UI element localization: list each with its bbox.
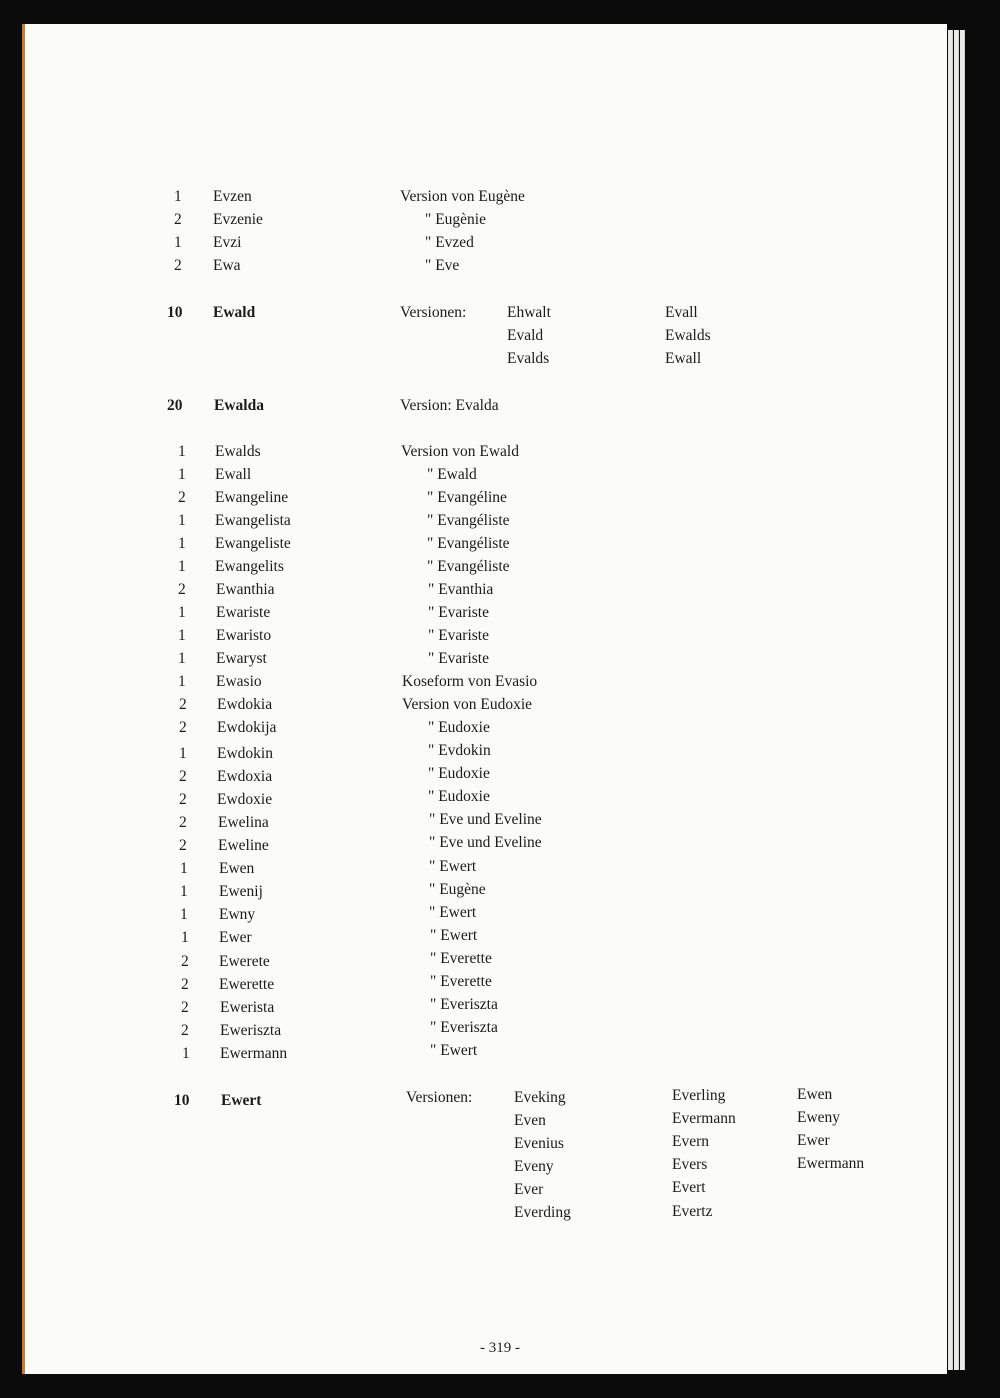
entry-name: Ewall: [215, 466, 252, 483]
entry-note: " Everiszta: [430, 996, 498, 1013]
entry-note: Koseform von Evasio: [402, 673, 538, 690]
entry-count: 1: [178, 443, 186, 460]
entry-name: Ewariste: [216, 604, 271, 621]
entry-count: 10: [167, 304, 183, 321]
version-item: Eweny: [797, 1109, 841, 1126]
page-number: - 319 -: [480, 1340, 520, 1356]
entry-count: 2: [174, 257, 182, 274]
version-item: Evalds: [507, 350, 550, 367]
entry-count: 2: [179, 719, 187, 736]
page-edge: [948, 30, 953, 1370]
version-item: Ewall: [665, 350, 702, 367]
page-edge: [954, 30, 959, 1370]
version-item: Evern: [672, 1133, 710, 1150]
entry-count: 10: [174, 1092, 190, 1109]
entry-count: 2: [179, 814, 187, 831]
entry-note: " Everiszta: [430, 1019, 498, 1036]
entry-note: " Evariste: [428, 650, 489, 667]
entry-name: Ewdoxie: [217, 791, 273, 808]
entry-name: Ewalda: [214, 397, 264, 414]
entry-name: Ewdokija: [217, 719, 277, 736]
entry-count: 2: [179, 768, 187, 785]
entry-name: Ewanthia: [216, 581, 275, 598]
entry-name: Ewdoxia: [217, 768, 273, 785]
version-item: Evert: [672, 1179, 706, 1196]
entry-name: Ewelina: [218, 814, 269, 831]
entry-count: 1: [178, 627, 186, 644]
entry-name: Ewer: [219, 929, 252, 946]
entry-note: " Eugène: [429, 881, 486, 898]
entry-note: " Eudoxie: [428, 765, 490, 782]
version-item: Ehwalt: [507, 304, 551, 321]
entry-count: 1: [178, 535, 186, 552]
entry-name: Ewaristo: [216, 627, 272, 644]
entry-note: " Everette: [430, 950, 492, 967]
entry-note: " Evariste: [428, 627, 489, 644]
version-item: Evers: [672, 1156, 708, 1173]
entry-note: Version von Eudoxie: [402, 696, 533, 713]
entry-count: 1: [179, 745, 187, 762]
entry-note: Versionen:: [406, 1089, 473, 1106]
entry-name: Ewangeliste: [215, 535, 291, 552]
entry-note: " Evzed: [425, 234, 474, 251]
entry-note: " Evariste: [428, 604, 489, 621]
page-edge: [960, 30, 965, 1370]
entry-count: 1: [180, 883, 188, 900]
entry-note: " Ewert: [430, 1042, 478, 1059]
entry-note: " Evanthia: [428, 581, 494, 598]
entry-note: " Evdokin: [428, 742, 491, 759]
entry-name: Ewangeline: [215, 489, 289, 506]
entry-name: Ewert: [221, 1092, 262, 1109]
entry-note: Versionen:: [400, 304, 467, 321]
entry-count: 1: [178, 650, 186, 667]
entry-note: " Ewert: [430, 927, 478, 944]
entry-note: " Evangéliste: [427, 558, 510, 575]
version-item: Ewalds: [665, 327, 711, 344]
entry-name: Ewaryst: [216, 650, 267, 667]
entry-note: Version von Eugène: [400, 188, 525, 205]
entry-name: Ewdokin: [217, 745, 273, 762]
entry-name: Ewen: [219, 860, 255, 877]
entry-note: " Eudoxie: [428, 788, 490, 805]
entry-name: Ewny: [219, 906, 256, 923]
entry-count: 2: [181, 999, 189, 1016]
entry-count: 2: [181, 1022, 189, 1039]
entry-count: 2: [179, 837, 187, 854]
version-item: Evertz: [672, 1203, 713, 1220]
entry-note: " Ewald: [427, 466, 477, 483]
version-item: Ewermann: [797, 1155, 865, 1172]
entry-count: 1: [181, 929, 189, 946]
entry-count: 2: [179, 791, 187, 808]
entry-note: " Eudoxie: [428, 719, 490, 736]
entry-count: 2: [179, 696, 187, 713]
entry-name: Ewangelista: [215, 512, 291, 529]
version-item: Everling: [672, 1087, 726, 1104]
entry-name: Ewa: [213, 257, 241, 274]
entry-name: Ewangelits: [215, 558, 284, 575]
entry-note: " Evangéliste: [427, 512, 510, 529]
entry-count: 1: [178, 673, 186, 690]
entry-count: 1: [178, 604, 186, 621]
version-item: Evermann: [672, 1110, 736, 1127]
entry-count: 2: [174, 211, 182, 228]
version-item: Even: [514, 1112, 546, 1129]
version-item: Ever: [514, 1181, 544, 1198]
entry-name: Eweline: [218, 837, 269, 854]
entry-note: " Eve und Eveline: [429, 834, 542, 851]
entry-count: 1: [180, 906, 188, 923]
entry-name: Evzenie: [213, 211, 263, 228]
entry-name: Ewdokia: [217, 696, 273, 713]
entry-name: Ewalds: [215, 443, 261, 460]
entry-name: Ewasio: [216, 673, 262, 690]
version-item: Evall: [665, 304, 698, 321]
version-item: Ewer: [797, 1132, 830, 1149]
version-item: Evald: [507, 327, 544, 344]
entry-count: 1: [178, 466, 186, 483]
version-item: Everding: [514, 1204, 571, 1221]
entry-note: " Eve und Eveline: [429, 811, 542, 828]
entry-name: Ewald: [213, 304, 256, 321]
entry-count: 1: [178, 512, 186, 529]
entry-count: 1: [178, 558, 186, 575]
entry-name: Ewenij: [219, 883, 263, 900]
entry-name: Eweriszta: [220, 1022, 282, 1039]
entry-note: Version von Ewald: [401, 443, 519, 460]
entry-name: Ewerete: [219, 953, 270, 970]
entry-note: " Everette: [430, 973, 492, 990]
entry-note: " Evangéliste: [427, 535, 510, 552]
entry-name: Evzen: [213, 188, 252, 205]
entry-note: " Eugènie: [425, 211, 486, 228]
entry-note: " Ewert: [429, 904, 477, 921]
entry-note: " Ewert: [429, 858, 477, 875]
entry-note: " Evangéline: [427, 489, 507, 506]
entry-note: " Eve: [425, 257, 460, 274]
entry-count: 1: [180, 860, 188, 877]
entry-count: 2: [178, 489, 186, 506]
version-item: Evenius: [514, 1135, 564, 1152]
entry-name: Ewerista: [220, 999, 275, 1016]
version-item: Eveny: [514, 1158, 554, 1175]
entry-count: 1: [174, 188, 182, 205]
entry-count: 1: [174, 234, 182, 251]
entry-count: 20: [167, 397, 183, 414]
entry-note: Version: Evalda: [400, 397, 499, 414]
entry-name: Ewermann: [220, 1045, 288, 1062]
version-item: Eveking: [514, 1089, 566, 1106]
entry-count: 2: [181, 976, 189, 993]
entry-name: Ewerette: [219, 976, 275, 993]
entry-count: 1: [182, 1045, 190, 1062]
entry-name: Evzi: [213, 234, 242, 251]
entry-count: 2: [178, 581, 186, 598]
entry-count: 2: [181, 953, 189, 970]
version-item: Ewen: [797, 1086, 833, 1103]
